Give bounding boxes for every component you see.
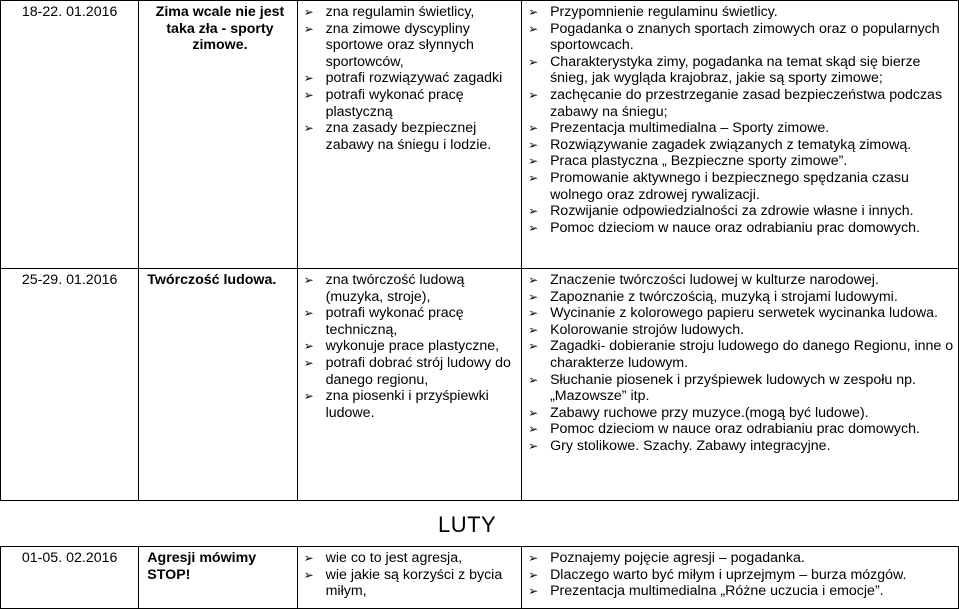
list-item xyxy=(298,272,517,305)
arrow-check-bullet-icon: ➢ xyxy=(528,405,539,420)
list-item xyxy=(522,87,954,120)
arrow-check-bullet-icon: ➢ xyxy=(528,154,539,169)
list-item-text: Charakterystyka zimy, pogadanka na temat skąd się bierze śnieg, jak wygląda krajobraz, jakie są sporty zimowe; xyxy=(550,53,921,87)
arrow-check-bullet-icon: ➢ xyxy=(528,121,539,136)
date-text: 18-22. 01.2016 xyxy=(21,4,118,20)
list-item-text: zna piosenki i przyśpiewki ludowe. xyxy=(325,388,489,421)
list-item-text: Przypomnienie regulaminu świetlicy. xyxy=(550,4,778,20)
arrow-check-bullet-icon: ➢ xyxy=(528,438,539,453)
list-item-text: Kolorowanie strojów ludowych. xyxy=(550,321,745,338)
list-item xyxy=(522,153,954,170)
skills-cell xyxy=(297,1,521,269)
table-row xyxy=(1,547,959,609)
list-item xyxy=(522,338,954,371)
list-item-text: Pomoc dzieciom w nauce oraz odrabianiu prac domowych. xyxy=(550,219,920,236)
activities-cell xyxy=(522,1,959,269)
date-cell xyxy=(1,1,139,269)
list-item xyxy=(298,338,517,355)
arrow-check-bullet-icon: ➢ xyxy=(528,306,539,321)
arrow-check-bullet-icon: ➢ xyxy=(303,87,314,102)
list-item-text: Wycinanie z kolorowego papieru serwetek wycinanka ludowa. xyxy=(550,305,938,322)
list-item-text: wie jakie są korzyści z bycia miłym, xyxy=(325,566,503,600)
topic-text: Agresji mówimy STOP! xyxy=(147,550,257,583)
list-item xyxy=(522,272,954,289)
list-item-text: Rozwijanie odpowiedzialności za zdrowie własne i innych. xyxy=(550,203,914,220)
arrow-check-bullet-icon: ➢ xyxy=(528,551,539,565)
arrow-check-bullet-icon: ➢ xyxy=(303,355,314,370)
date-cell xyxy=(1,547,139,609)
list-item xyxy=(522,170,954,203)
list-item xyxy=(298,355,517,388)
list-item-text: zachęcanie do przestrzeganie zasad bezpieczeństwa podczas zabawy na śniegu; xyxy=(550,86,943,120)
list-item xyxy=(522,21,954,54)
list-item xyxy=(522,120,954,137)
list-item-text: Gry stolikowe. Szachy. Zabawy integracyjne. xyxy=(550,437,831,454)
skills-cell xyxy=(297,547,521,609)
list-item-text: Poznajemy pojęcie agresji – pogadanka. xyxy=(550,550,805,566)
arrow-check-bullet-icon: ➢ xyxy=(528,204,539,219)
date-text: 25-29. 01.2016 xyxy=(21,272,118,288)
list-item xyxy=(522,289,954,306)
list-item xyxy=(522,405,954,422)
list-item-text: Praca plastyczna „ Bezpieczne sporty zimowe”. xyxy=(550,153,848,170)
list-item-text: wykonuje prace plastyczne, xyxy=(325,338,500,355)
arrow-check-bullet-icon: ➢ xyxy=(303,273,314,287)
list-item xyxy=(522,203,954,220)
list-item xyxy=(522,305,954,322)
list-item-text: Zapoznanie z twórczością, muzyką i strojami ludowymi. xyxy=(550,288,898,305)
arrow-check-bullet-icon: ➢ xyxy=(528,584,539,599)
list-item-text: potrafi rozwiązywać zagadki xyxy=(325,70,503,87)
list-item xyxy=(522,567,954,584)
list-item-text: Zabawy ruchowe przy muzyce.(mogą być ludowe). xyxy=(550,404,869,421)
arrow-check-bullet-icon: ➢ xyxy=(528,273,539,287)
skills-cell xyxy=(297,269,521,501)
topic-cell xyxy=(139,547,297,609)
arrow-check-bullet-icon: ➢ xyxy=(303,567,314,582)
list-item-text: Znaczenie twórczości ludowej w kulturze narodowej. xyxy=(550,272,879,288)
arrow-check-bullet-icon: ➢ xyxy=(528,220,539,235)
list-item xyxy=(298,550,517,567)
list-item xyxy=(298,21,517,71)
skills-list xyxy=(298,547,521,600)
list-item xyxy=(522,54,954,87)
list-item-text: Prezentacja multimedialna „Różne uczucia i emocje”. xyxy=(550,583,884,600)
arrow-check-bullet-icon: ➢ xyxy=(303,5,314,19)
arrow-check-bullet-icon: ➢ xyxy=(528,5,539,19)
list-item xyxy=(522,4,954,21)
arrow-check-bullet-icon: ➢ xyxy=(303,121,314,136)
arrow-check-bullet-icon: ➢ xyxy=(528,289,539,304)
list-item-text: Dlaczego warto być miłym i uprzejmym – burza mózgów. xyxy=(550,566,907,583)
list-item xyxy=(298,4,517,21)
list-item-text: zna zimowe dyscypliny sportowe oraz słynnych sportowców, xyxy=(325,20,474,70)
arrow-check-bullet-icon: ➢ xyxy=(528,87,539,102)
activities-list xyxy=(522,547,958,600)
list-item xyxy=(522,438,954,455)
month-heading: LUTY xyxy=(438,512,497,537)
arrow-check-bullet-icon: ➢ xyxy=(303,306,314,321)
list-item xyxy=(522,220,954,237)
arrow-check-bullet-icon: ➢ xyxy=(528,137,539,152)
list-item-text: Rozwiązywanie zagadek związanych z tematyką zimową. xyxy=(550,136,912,153)
arrow-check-bullet-icon: ➢ xyxy=(303,551,314,565)
list-item-text: zna zasady bezpiecznej zabawy na śniegu i lodzie. xyxy=(325,120,492,153)
arrow-check-bullet-icon: ➢ xyxy=(528,567,539,582)
arrow-check-bullet-icon: ➢ xyxy=(528,54,539,69)
arrow-check-bullet-icon: ➢ xyxy=(528,422,539,437)
list-item-text: wie co to jest agresja, xyxy=(325,550,463,566)
february-plan-table xyxy=(0,546,959,609)
skills-list xyxy=(298,269,521,421)
list-item-text: Promowanie aktywnego i bezpiecznego spędzania czasu wolnego oraz zdrowej rywalizacji. xyxy=(550,169,909,203)
arrow-check-bullet-icon: ➢ xyxy=(528,170,539,185)
list-item xyxy=(298,305,517,338)
list-item xyxy=(298,87,517,120)
topic-cell xyxy=(139,269,297,501)
table-row xyxy=(1,1,959,269)
list-item-text: Słuchanie piosenek i przyśpiewek ludowych w zespołu np. „Mazowsze” itp. xyxy=(550,371,916,405)
list-item-text: zna regulamin świetlicy, xyxy=(325,4,475,20)
arrow-check-bullet-icon: ➢ xyxy=(528,372,539,387)
activities-cell xyxy=(522,547,959,609)
list-item xyxy=(298,567,517,600)
list-item-text: Prezentacja multimedialna – Sporty zimowe. xyxy=(550,120,830,137)
date-cell xyxy=(1,269,139,501)
list-item xyxy=(522,583,954,600)
list-item xyxy=(522,372,954,405)
list-item xyxy=(522,550,954,567)
activities-cell xyxy=(522,269,959,501)
list-item-text: zna twórczość ludową (muzyka, stroje), xyxy=(325,272,465,305)
list-item-text: Pogadanka o znanych sportach zimowych oraz o popularnych sportowcach. xyxy=(550,20,940,54)
activities-list xyxy=(522,269,958,455)
topic-text: Twórczość ludowa. xyxy=(147,272,277,288)
list-item-text: potrafi wykonać pracę plastyczną xyxy=(325,86,464,120)
arrow-check-bullet-icon: ➢ xyxy=(528,322,539,337)
topic-text: Zima wcale nie jest taka zła - sporty zimowe. xyxy=(155,4,285,54)
list-item xyxy=(298,120,517,153)
arrow-check-bullet-icon: ➢ xyxy=(528,21,539,36)
list-item xyxy=(522,322,954,339)
arrow-check-bullet-icon: ➢ xyxy=(303,339,314,354)
skills-list xyxy=(298,1,521,153)
list-item-text: Pomoc dzieciom w nauce oraz odrabianiu prac domowych. xyxy=(550,421,920,438)
list-item-text: potrafi wykonać pracę techniczną, xyxy=(325,305,464,338)
list-item-text: potrafi dobrać strój ludowy do danego regionu, xyxy=(325,354,511,388)
arrow-check-bullet-icon: ➢ xyxy=(303,71,314,86)
table-row xyxy=(1,269,959,501)
list-item xyxy=(522,421,954,438)
arrow-check-bullet-icon: ➢ xyxy=(303,389,314,404)
date-text: 01-05. 02.2016 xyxy=(21,550,118,566)
list-item xyxy=(298,388,517,421)
arrow-check-bullet-icon: ➢ xyxy=(303,21,314,36)
arrow-check-bullet-icon: ➢ xyxy=(528,339,539,354)
list-item xyxy=(298,70,517,87)
list-item xyxy=(522,137,954,154)
activities-list xyxy=(522,1,958,236)
topic-cell xyxy=(139,1,297,269)
list-item-text: Zagadki- dobieranie stroju ludowego do danego Regionu, inne o charakterze ludowym. xyxy=(550,338,954,371)
